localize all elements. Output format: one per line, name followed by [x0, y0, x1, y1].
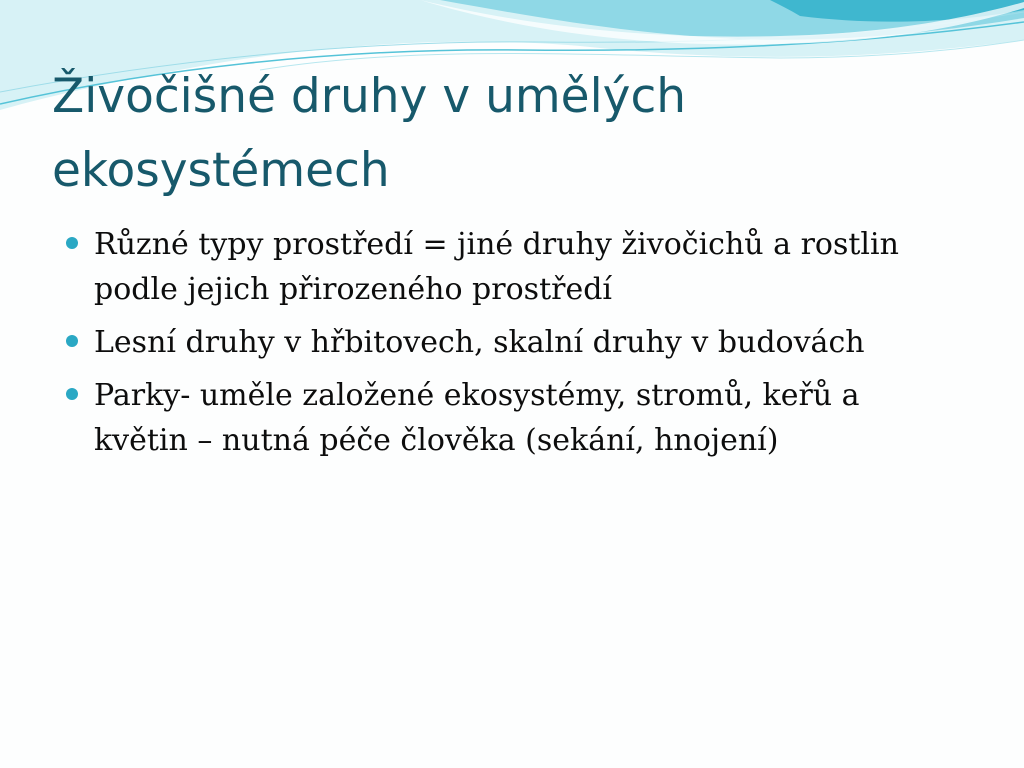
bullet-text: Parky- uměle založené ekosystémy, stromů, keřů a květin – nutná péče člověka (sekání, hnojení): [94, 378, 860, 458]
bullet-item: [58, 320, 958, 365]
slide-title: Živočišné druhy v umělých ekosystémech: [52, 69, 687, 198]
bullet-dot-icon: [66, 388, 78, 400]
bullet-item: [58, 222, 958, 312]
bullet-item: [58, 373, 958, 463]
bullet-dot-icon: [66, 237, 78, 249]
bullet-text: Různé typy prostředí = jiné druhy živočichů a rostlin podle jejich přirozeného prostředí: [94, 227, 899, 307]
bullet-list: [58, 222, 958, 471]
bullet-dot-icon: [66, 335, 78, 347]
bullet-text: Lesní druhy v hřbitovech, skalní druhy v budovách: [94, 325, 865, 360]
